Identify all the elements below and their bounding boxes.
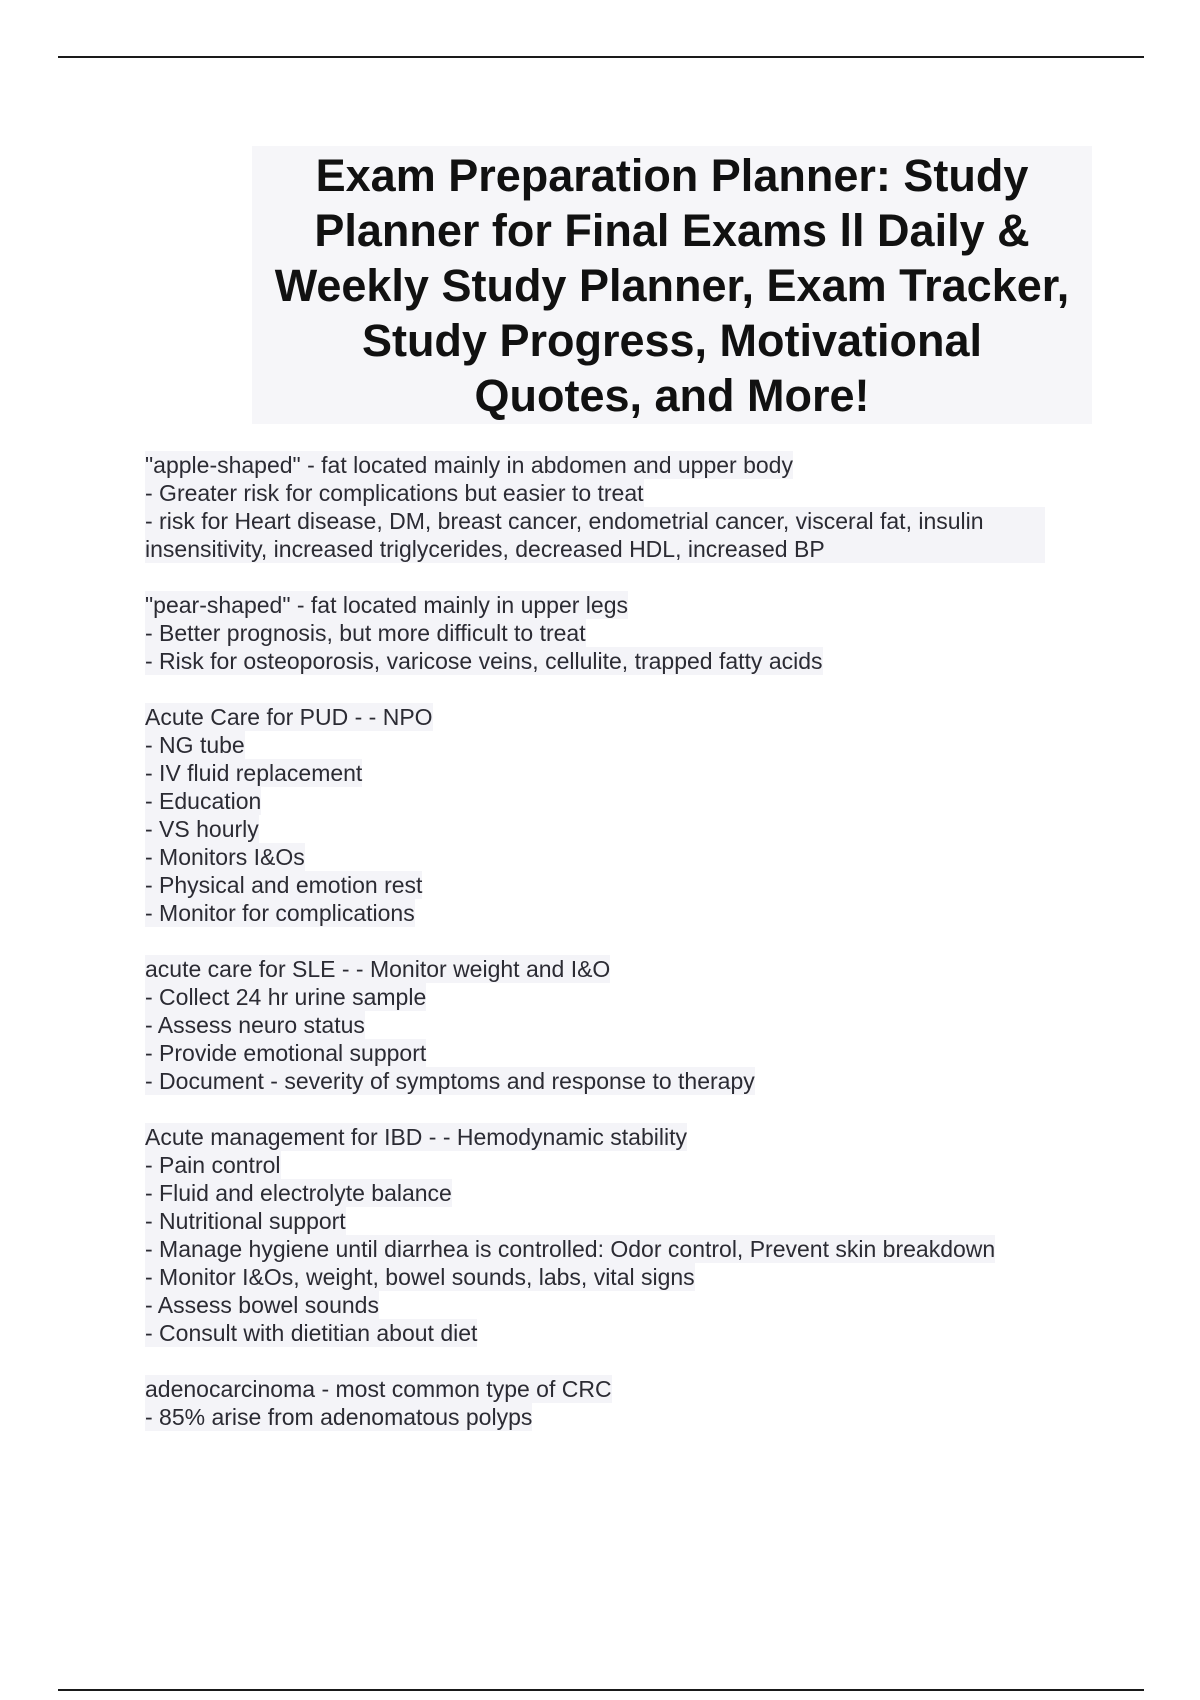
note-line: - risk for Heart disease, DM, breast cancer, endometrial cancer, visceral fat, insulin insensitivity, increased triglycerides, decreased HDL, increased BP <box>145 507 1045 563</box>
note-line: - Risk for osteoporosis, varicose veins, cellulite, trapped fatty acids <box>145 648 823 674</box>
note-block-adenocarcinoma <box>145 1375 1145 1431</box>
top-divider <box>58 56 1144 58</box>
note-line: - 85% arise from adenomatous polyps <box>145 1404 533 1430</box>
note-line: - IV fluid replacement <box>145 760 363 786</box>
note-block-apple-shaped <box>145 451 1145 563</box>
note-line: acute care for SLE - - Monitor weight and I&O <box>145 956 611 982</box>
note-line: "apple-shaped" - fat located mainly in abdomen and upper body <box>145 452 793 478</box>
note-line: - Collect 24 hr urine sample <box>145 984 427 1010</box>
note-line: - Provide emotional support <box>145 1040 427 1066</box>
note-line: - Education <box>145 788 262 814</box>
note-line: - Better prognosis, but more difficult to treat <box>145 620 586 646</box>
note-line: - Monitors I&Os <box>145 844 305 870</box>
note-line: - NG tube <box>145 732 245 758</box>
note-block-pud <box>145 703 1145 927</box>
note-block-pear-shaped <box>145 591 1145 675</box>
note-line: - Consult with dietitian about diet <box>145 1320 478 1346</box>
note-line: - Greater risk for complications but easier to treat <box>145 480 644 506</box>
note-line: - Fluid and electrolyte balance <box>145 1180 452 1206</box>
note-line: - VS hourly <box>145 816 259 842</box>
note-line: - Pain control <box>145 1152 281 1178</box>
note-line: - Assess neuro status <box>145 1012 365 1038</box>
title-banner <box>252 146 1092 424</box>
document-title: Exam Preparation Planner: Study Planner for Final Exams ll Daily & Weekly Study Planner, Exam Tracker, Study Progress, Motivational Quotes, and More! <box>274 149 1070 421</box>
note-block-ibd <box>145 1123 1145 1347</box>
note-line: - Document - severity of symptoms and response to therapy <box>145 1068 755 1094</box>
note-line: adenocarcinoma - most common type of CRC <box>145 1376 612 1402</box>
note-line: "pear-shaped" - fat located mainly in upper legs <box>145 592 628 618</box>
bottom-divider <box>58 1689 1144 1691</box>
notes-body <box>145 451 1145 1459</box>
note-line: Acute management for IBD - - Hemodynamic stability <box>145 1124 687 1150</box>
note-line: - Monitor for complications <box>145 900 415 926</box>
note-line: - Manage hygiene until diarrhea is controlled: Odor control, Prevent skin breakdown <box>145 1236 996 1262</box>
note-line: - Nutritional support <box>145 1208 346 1234</box>
note-line: - Assess bowel sounds <box>145 1292 379 1318</box>
note-line: - Monitor I&Os, weight, bowel sounds, labs, vital signs <box>145 1264 695 1290</box>
note-line: Acute Care for PUD - - NPO <box>145 704 433 730</box>
note-block-sle <box>145 955 1145 1095</box>
note-line: - Physical and emotion rest <box>145 872 423 898</box>
